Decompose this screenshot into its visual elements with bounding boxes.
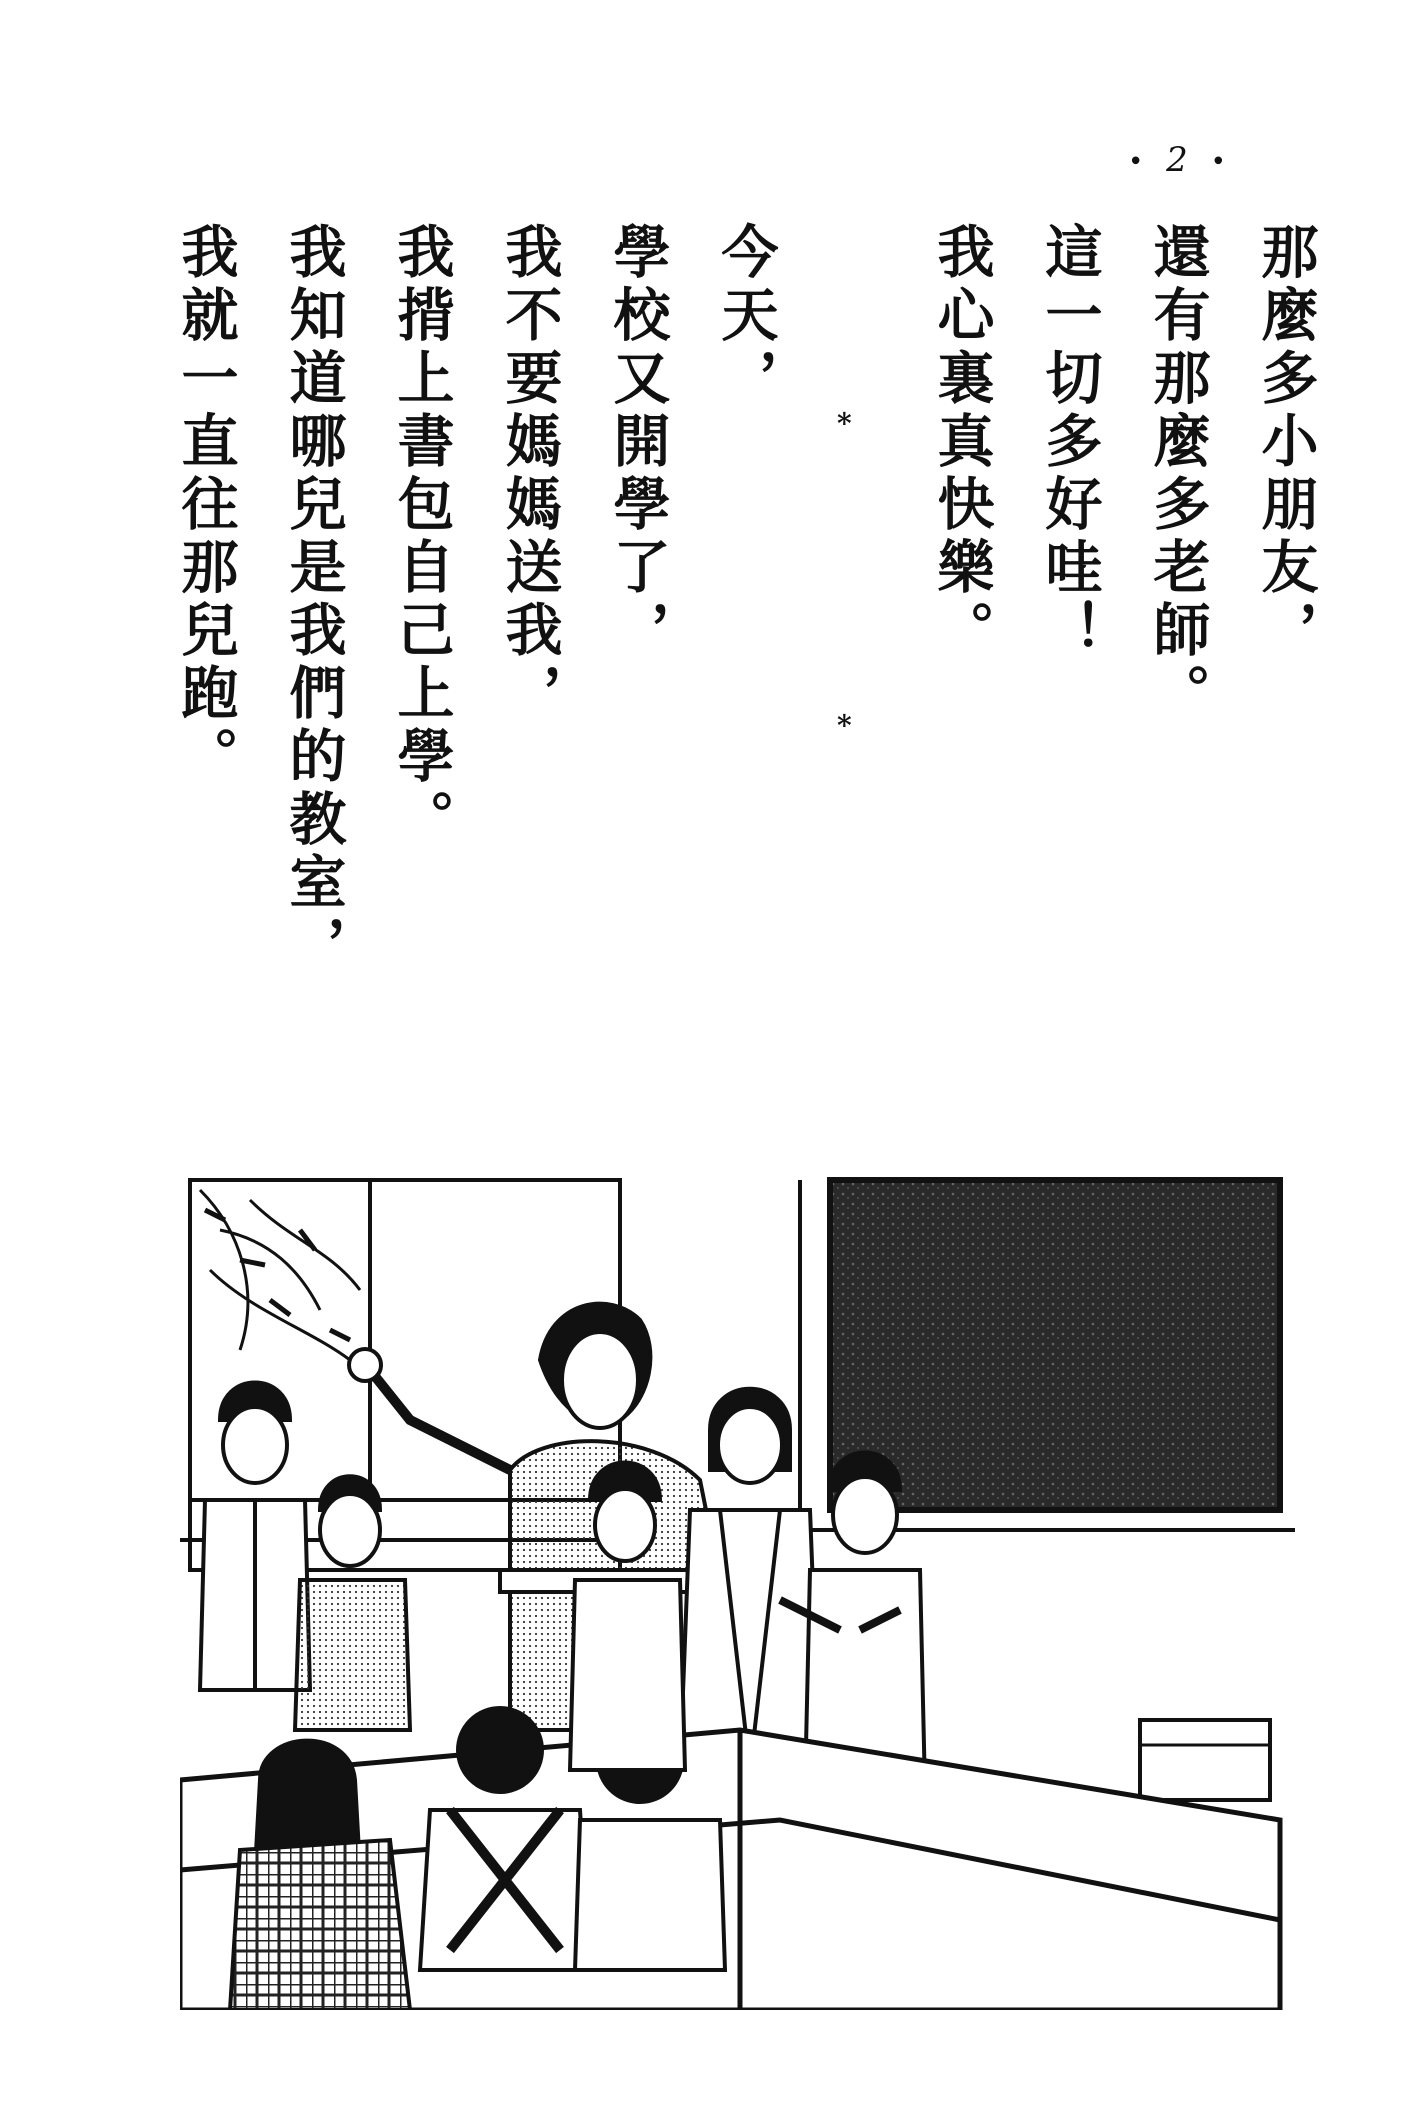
classroom-illustration: [180, 1170, 1295, 2010]
separator-star: *: [837, 709, 858, 742]
separator-star: *: [837, 407, 858, 440]
poem-text: [151, 222, 1339, 1022]
poem-line: 這一切多好哇！: [1036, 222, 1103, 663]
blackboard: [830, 1180, 1280, 1510]
child-vest: [295, 1476, 410, 1730]
poem-line: 那麼多小朋友，: [1252, 222, 1319, 663]
page-number-dot-left: •: [1128, 147, 1150, 177]
page-number: [1120, 140, 1240, 180]
tree-branches: [200, 1190, 360, 1360]
poem-line: 我揹上書包自己上學。: [388, 222, 455, 852]
page-number-value: 2: [1166, 140, 1194, 180]
poem-line: 今天，: [712, 222, 779, 411]
poem-line: 學校又開學了，: [604, 222, 671, 663]
poem-line: 還有那麼多老師。: [1144, 222, 1211, 726]
poem-line: 我知道哪兒是我們的教室，: [280, 222, 347, 978]
child-standing-left: [200, 1383, 310, 1691]
poem-line: 我就一直往那兒跑。: [172, 222, 239, 789]
page-number-dot-right: •: [1210, 147, 1232, 177]
stanza-separator: [799, 222, 907, 1022]
poem-line: 我心裏真快樂。: [928, 222, 995, 663]
books: [1140, 1720, 1270, 1800]
poem-line: 我不要媽媽送我，: [496, 222, 563, 726]
classroom-illustration-svg: [180, 1170, 1295, 2010]
